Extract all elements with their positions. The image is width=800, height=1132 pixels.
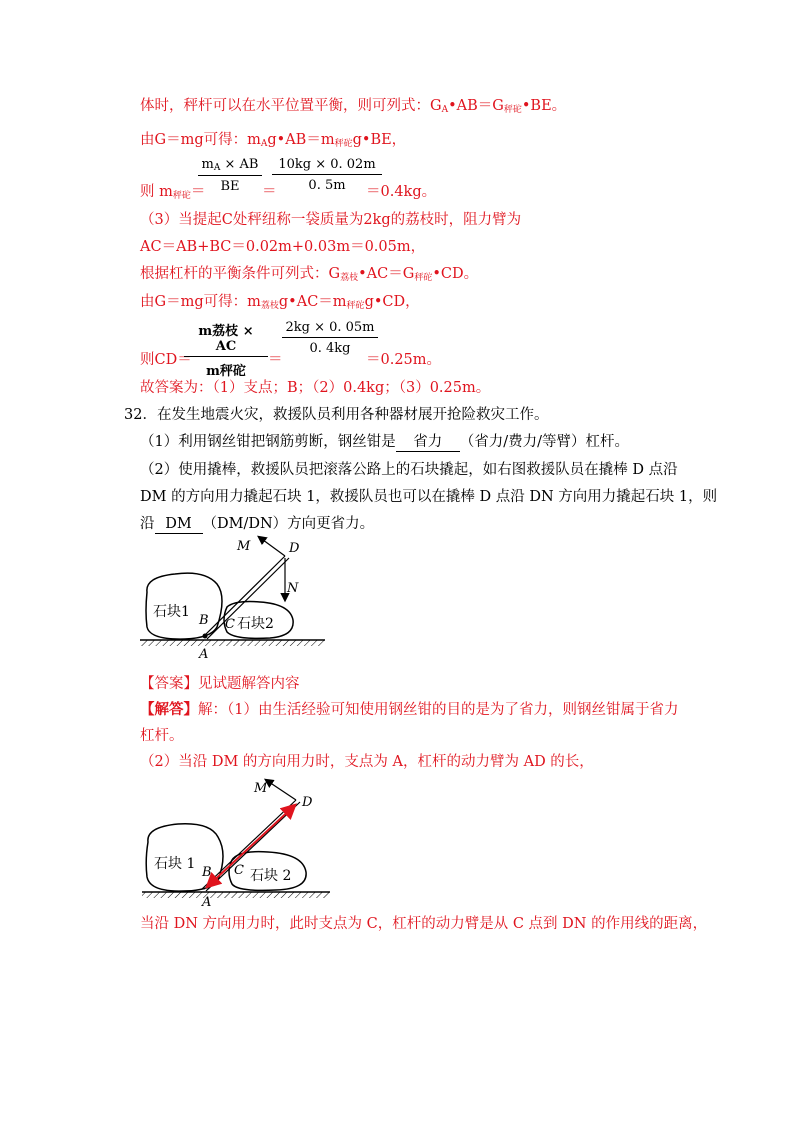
point-a-dot — [203, 634, 208, 639]
solution-line: 根据杠杆的平衡条件可列式：$G_{荔枝}•AC=G_{秤砣}•CD$。 — [140, 266, 479, 283]
ground-hatch — [142, 892, 330, 898]
question-part: 沿 DM （DM/DN）方向更省力。 — [140, 516, 375, 532]
stone-1-label: 石块1 — [153, 604, 190, 620]
fraction: $\frac{10kg \times 0. 02m}{0. 5m}$ — [272, 157, 382, 193]
fraction: $\frac{2kg \times 0. 05m}{0. 4kg}$ — [282, 320, 378, 356]
explanation-line: 当沿 DN 方向用力时，此时支点为 C，杠杆的动力臂是从 C 点到 DN 的作用线的距离， — [140, 916, 708, 932]
solution-result: ＝0.25m。 — [366, 352, 442, 368]
lever-figure-2 — [138, 772, 338, 908]
fraction: $\frac{m_A \times AB}{BE}$ — [198, 157, 262, 194]
label-d: D — [289, 541, 300, 556]
label-c: C — [234, 863, 244, 878]
ground-hatch — [140, 640, 325, 646]
equals-sign: ＝ — [262, 184, 277, 200]
stone-1-label: 石块 1 — [154, 856, 196, 872]
solution-line: 由G＝mg可得：$m_{荔枝}g•AC=m_{秤砣}g•CD$， — [140, 294, 420, 311]
stone-2-label: 石块2 — [237, 616, 274, 632]
answer-blank: 省力 — [396, 433, 460, 452]
label-c: C — [225, 617, 235, 632]
lever-figure-1 — [135, 532, 335, 662]
label-m: M — [254, 781, 268, 796]
solution-line: 则CD＝ — [140, 352, 192, 368]
label-b: B — [202, 865, 212, 880]
label-b: B — [199, 613, 209, 628]
solution-result: ＝0.4kg。 — [366, 184, 437, 200]
stone-2-label: 石块 2 — [250, 868, 292, 884]
force-arrow-m — [259, 537, 285, 556]
answer-line: 【答案】见试题解答内容 — [140, 676, 300, 692]
answer-blank: DM — [155, 515, 203, 534]
label-m: M — [237, 539, 251, 554]
solution-line: 体时，秤杆可以在水平位置平衡，则可列式：$G_A•AB=G_{秤砣}•BE$。 — [140, 98, 567, 115]
answer-summary: 故答案为：（1）支点；B；（2）0.4kg；（3）0.25m。 — [140, 380, 491, 396]
solution-line: AC＝AB+BC＝0.02m+0.03m＝0.05m， — [140, 239, 426, 255]
question-part: DM 的方向用力撬起石块 1，救援队员也可以在撬棒 D 点沿 DN 方向用力撬起石块 1，则 — [140, 489, 718, 505]
force-arrow-m — [266, 780, 296, 800]
explanation-line: 【解答】解：（1）由生活经验可知使用钢丝钳的目的是为了省力，则钢丝钳属于省力 — [140, 701, 679, 718]
solution-line: （3）当提起C处秤纽称一袋质量为2kg的荔枝时，阻力臂为 — [140, 212, 522, 228]
solution-line: 由G＝mg可得：$m_Ag•AB=m_{秤砣}g•BE$， — [140, 132, 407, 149]
question-part: （2）使用撬棒，救援队员把滚落公路上的石块撬起，如右图救援队员在撬棒 D 点沿 — [140, 462, 678, 478]
explanation-line: （2）当沿 DM 的方向用力时，支点为 A，杠杆的动力臂为 AD 的长， — [140, 754, 594, 770]
question-stem: 32．在发生地震火灾，救援队员利用各种器材展开抢险救灾工作。 — [124, 407, 549, 423]
label-n: N — [287, 581, 299, 596]
label-a: A — [202, 895, 212, 908]
label-a: A — [199, 647, 209, 662]
equals-sign: ＝ — [268, 352, 283, 368]
solution-line: 则 $m_{秤砣}=$ — [140, 184, 206, 201]
question-part: （1）利用钢丝钳把钢筋剪断，钢丝钳是 省力 （省力/费力/等臂）杠杆。 — [140, 434, 630, 450]
explanation-line: 杠杆。 — [140, 728, 184, 744]
label-d: D — [302, 795, 313, 810]
fraction: m荔枝 × AC m秤砣 — [184, 320, 268, 379]
